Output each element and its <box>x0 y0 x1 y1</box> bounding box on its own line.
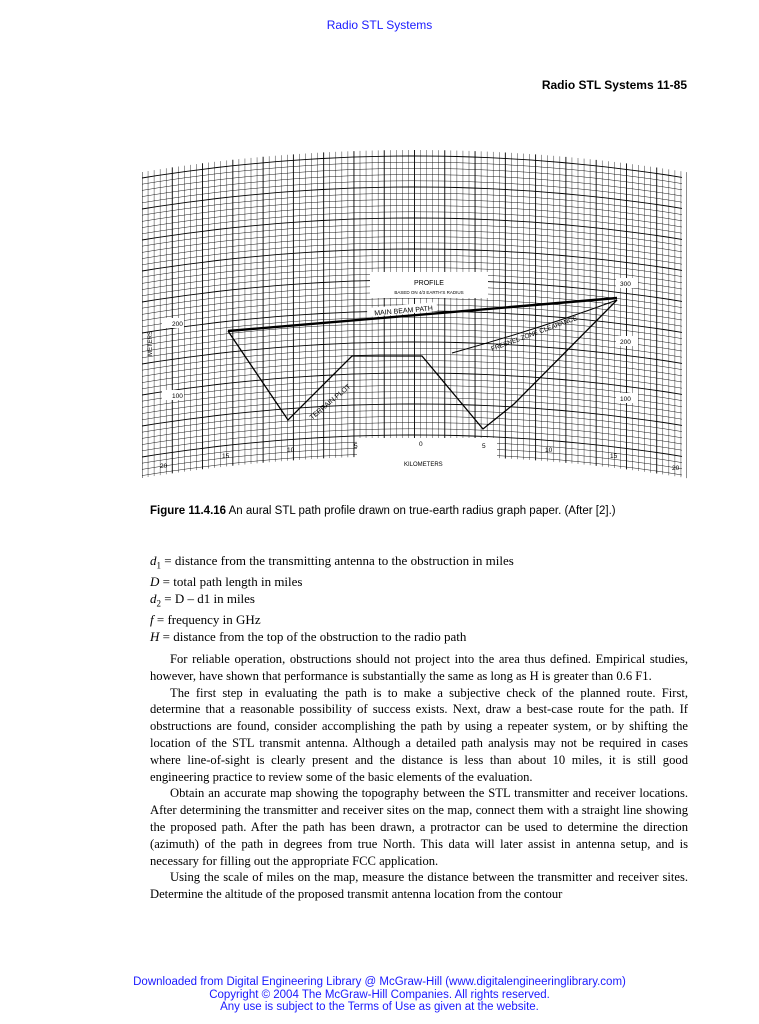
body-text <box>150 651 688 903</box>
x-tick-7: 15 <box>610 453 618 460</box>
caption-text: An aural STL path profile drawn on true-earth radius graph paper. (After [2].) <box>226 505 616 517</box>
paragraph: Using the scale of miles on the map, measure the distance between the transmitter and receiver sites. Determine the altitude of the proposed transmit antenna location from the contour <box>150 870 688 902</box>
left-tick-200: 200 <box>172 321 183 328</box>
x-tick-2: 10 <box>287 447 295 454</box>
kilometers-axis-label: KILOMETERS <box>404 462 443 468</box>
definition-item: D = total path length in miles <box>150 574 303 590</box>
left-tick-100: 100 <box>172 393 183 400</box>
x-tick-3: 5 <box>354 443 358 450</box>
top-link[interactable]: Radio STL Systems <box>326 18 433 32</box>
running-head: Radio STL Systems 11-85 <box>541 78 687 92</box>
x-tick-5: 5 <box>482 443 486 450</box>
definition-item: $d_2 = D - d1$ in miles <box>150 590 255 609</box>
terrain-plot <box>228 300 617 429</box>
footer <box>0 976 759 1014</box>
fresnel-label: FRESNEL ZONE CLEARANCE <box>490 315 579 353</box>
profile-label: PROFILE <box>414 280 444 287</box>
footer-link[interactable]: Downloaded from Digital Engineering Library @ McGraw-Hill (www.digitalengineeringlibrary.com) <box>133 976 626 988</box>
meters-axis-label: METERS <box>148 330 154 356</box>
figure-caption <box>150 505 690 517</box>
paragraph: Obtain an accurate map showing the topography between the STL transmitter and receiver locations. After determining the transmitter and receiver sites on the map, connect them with a straight line showing the proposed path. After the path has been drawn, a protractor can be used to determine the direction (azimuth) of the path in degrees from true North. This data will later assist in antenna setup, and is necessary for filling out the appropriate FCC application. <box>150 786 688 868</box>
paragraph: The first step in evaluating the path is to make a subjective check of the planned route. First, determine that a reasonable possibility of success exists. Next, draw a best-case route for the path. If obstructions are found, consider accomplishing the path by using a repeater system, or by shifting the location of the STL transmit antenna. Although a detailed path analysis may not be required in cases where line-of-sight is clearly present and the distance is less than about 10 miles, it is still good engineering practice to review some of the basic elements of the evaluation. <box>150 685 688 784</box>
footer-copyright: Copyright © 2004 The McGraw-Hill Companies. All rights reserved. <box>209 988 550 1001</box>
footer-terms[interactable]: Any use is subject to the Terms of Use as given at the website. <box>220 1001 539 1013</box>
definition-item: H = distance from the top of the obstruction to the radio path <box>150 628 467 644</box>
x-tick-6: 10 <box>545 447 553 454</box>
right-tick-300: 300 <box>620 281 631 288</box>
definition-item: f = frequency in GHz <box>150 611 261 627</box>
paragraph: For reliable operation, obstructions should not project into the area thus defined. Empirical studies, however, have shown that performance is substantially the same as long as H is greater than 0.6 F1. <box>150 652 688 683</box>
x-tick-0: 20 <box>160 463 168 470</box>
profile-sublabel: BASED ON 4/3 EARTH'S RADIUS <box>394 290 464 295</box>
variable-definitions <box>150 553 690 645</box>
caption-number: Figure 11.4.16 <box>150 505 227 517</box>
definition-item: $d_1$ = distance from the transmitting antenna to the obstruction in miles <box>150 553 514 571</box>
x-tick-1: 15 <box>222 453 230 460</box>
x-tick-4: 0 <box>419 441 423 448</box>
terrain-label: TERRAIN PLOT <box>308 383 353 422</box>
right-tick-200: 200 <box>620 339 631 346</box>
main-beam-label: MAIN BEAM PATH <box>374 305 434 318</box>
right-tick-100: 100 <box>620 396 631 403</box>
x-tick-8: 20 <box>672 465 680 472</box>
path-profile-figure <box>142 148 687 480</box>
graph-paper <box>142 148 687 480</box>
